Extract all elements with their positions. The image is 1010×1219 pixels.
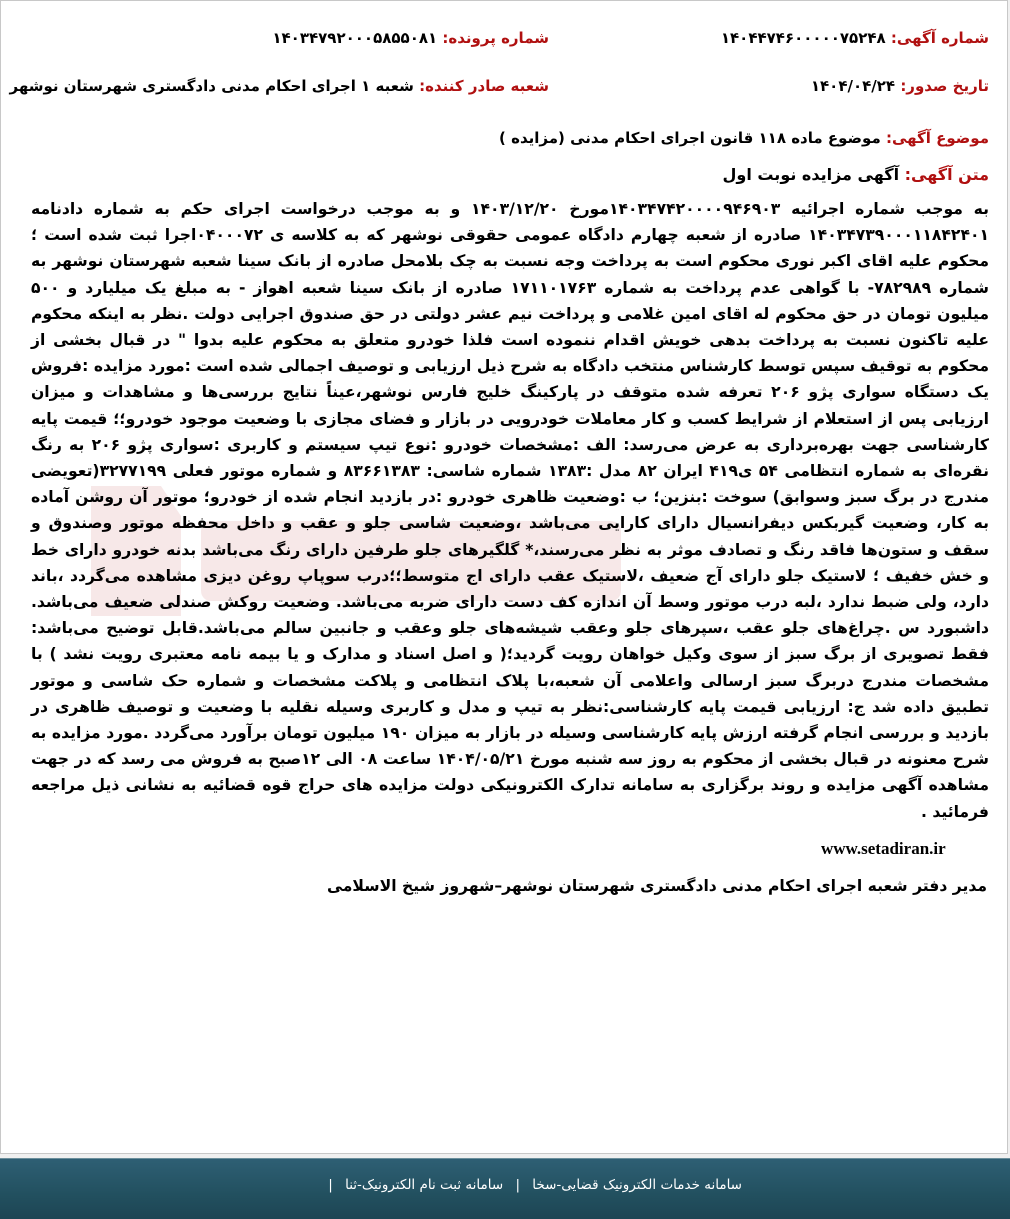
notice-text-heading bbox=[31, 165, 989, 184]
footer-links bbox=[320, 1177, 742, 1193]
footer-bar bbox=[0, 1158, 1010, 1219]
issuer-label: شعبه صادر کننده: bbox=[419, 77, 549, 95]
notice-number-label: شماره آگهی: bbox=[890, 29, 989, 47]
header-row-2 bbox=[9, 77, 989, 103]
footer-link-sana[interactable]: سامانه ثبت نام الکترونیک-ثنا bbox=[345, 1177, 504, 1193]
notice-body: به موجب شماره اجرائیه ۱۴۰۳۴۷۴۲۰۰۰۰۹۴۶۹۰۳مورخ ۱۴۰۳/۱۲/۲۰ و به موجب درخواست اجرای حکم به شماره دادنامه ۱۴۰۳۴۷۳۹۰۰۰۱۱۸۴۲۴۰۱ صادره از شعبه چهارم دادگاه عمومی حقوقی نوشهر که به کلاسه ی ۰۴۰۰۰۷۲اجرا ثبت شده است ؛ محکوم علیه اقای اکبر نوری محکوم است به پرداخت وجه نسبت به چک بلامحل صادره از بانک سینا شعبه شهرستان نوشهر به شماره ۷۸۲۹۸۹- با گواهی عدم پرداخت به شماره ۱۷۱۱۰۱۷۶۳ صادره از بانک سینا شعبه اهواز - به مبلغ یک میلیارد و ۵۰۰ میلیون تومان در حق محکوم له اقای امین غلامی و پرداخت نیم عشر دولتی در حق صندوق اجرایی دولت .نظر به اینکه محکوم علیه تاکنون نسبت به پرداخت بدهی خویش اقدام ننموده است فلذا خودرو متعلق به محکوم علیه بدوا " در قبال بخشی از محکوم به توقیف سپس توسط کارشناس منتخب دادگاه به شرح ذیل ارزیابی و توصیف اجمالی شده است :مورد مزایده :فروش یک دستگاه سواری پژو ۲۰۶ تعرفه شده متوقف در پارکینگ خلیج فارس نوشهر،عیناً نتایج بررسی‌ها و مشاهدات و میزان ارزیابی پس از استعلام از شرایط کسب و کار معاملات خودرویی در بازار و فضای مجازی با وضعیت موجود خودرو؛؛ قیمت پایه کارشناسی جهت بهره‌برداری به عرض می‌رسد: الف :مشخصات خودرو :نوع تیپ سیستم و کاربری :سواری پژو ۲۰۶ به رنگ نقره‌ای به شماره انتظامی ۵۴ ی۴۱۹ ایران ۸۲ مدل :۱۳۸۳ شماره شاسی: ۸۳۶۶۱۳۸۳ و شماره موتور فعلی ۳۲۷۷۱۹۹(تعویضی مندرج در برگ سبز وسوابق) سوخت :بنزین؛ ب :وضعیت ظاهری خودرو :در بازدید انجام شده از خودرو؛ موتور آن روشن آماده به کار، وضعیت گیربکس دیفرانسیال دارای کارایی می‌باشد ،وضعیت شاسی جلو و عقب و داخل محفظه موتور وصندوق و سقف و ستون‌ها فاقد رنگ و تصادف موثر به نظر می‌رسند،* گلگیرهای جلو طرفین دارای رنگ می‌باشد بدنه خودرو دارای خط و خش خفیف ؛ لاستیک جلو دارای آج ضعیف ،لاستیک عقب دارای اج متوسط؛؛درب سوپاپ روغن دیزی مشاهده می‌گردد ،باند دارد، ولی ضبط ندارد ،لبه درب موتور وسط آن اندازه کف دست دارای ضربه می‌باشد. وضعیت روکش صندلی ضعیف می‌باشد. داشبورد س .چراغ‌های جلو عقب ،سپرهای جلو وعقب شیشه‌های جلو وعقب و جانبین سالم می‌باشد.قابل توضیح می‌باشد: فقط تصویری از برگ سبز از سوی وکیل خواهان رویت گردید؛( و اصل اسناد و مدارک و یا بیمه نامه معتبری رویت نشد ) با مشخصات مندرج دربرگ سبز ارسالی واعلامی آن شعبه،با پلاک انتظامی و پلاکت مشخصات و شماره حک شاسی و موتور تطبیق داده شد ج: ارزیابی قیمت پایه کارشناسی:نظر به تیپ و مدل و کاربری وسیله نقلیه با وضعیت و توصیف ظاهری در بازدید و بررسی انجام گرفته ارزش پایه کارشناسی وسیله در بازار به میزان ۱۹۰ میلیون تومان برآورد می‌گردد .مورد مزایده به شرح معنونه در قبال بخشی از محکوم به روز سه شنبه مورخ ۱۴۰۴/۰۵/۲۱ ساعت ۰۸ الی ۱۲صبح به فروش می رسد که در جهت مشاهده آگهی مزایده و روند برگزاری به سامانه تدارک الکترونیکی دولت مزایده های حراج قوه قضائیه به نشانی ذیل مراجعه فرمائید . bbox=[31, 200, 990, 821]
notice-subject bbox=[31, 129, 989, 147]
notice-content bbox=[9, 29, 990, 895]
notice-number-value: ۱۴۰۴۴۷۴۶۰۰۰۰۰۷۵۲۴۸ bbox=[720, 29, 886, 47]
subject-value: موضوع ماده ۱۱۸ قانون اجرای احکام مدنی (مزایده ) bbox=[499, 129, 881, 147]
file-number-label: شماره پرونده: bbox=[442, 29, 549, 47]
file-number-value: ۱۴۰۳۴۷۹۲۰۰۰۵۸۵۵۰۸۱ bbox=[272, 29, 438, 47]
notice-number bbox=[721, 29, 989, 47]
text-title: آگهی مزایده نوبت اول bbox=[722, 165, 900, 184]
text-label: متن آگهی: bbox=[904, 165, 989, 184]
issuer bbox=[9, 77, 549, 95]
header-row-1 bbox=[31, 29, 989, 55]
footer-separator-end: | bbox=[328, 1177, 333, 1193]
issuer-value: شعبه ۱ اجرای احکام مدنی دادگستری شهرستان نوشهر bbox=[9, 77, 414, 95]
issue-date bbox=[811, 77, 989, 95]
file-number bbox=[272, 29, 549, 47]
footer-link-sakha[interactable]: سامانه خدمات الکترونیک قضایی-سخا bbox=[532, 1177, 742, 1193]
footer-separator: | bbox=[515, 1177, 520, 1193]
issue-date-value: ۱۴۰۴/۰۴/۲۴ bbox=[810, 77, 896, 95]
subject-label: موضوع آگهی: bbox=[885, 129, 989, 147]
setad-url-link[interactable]: www.setadiran.ir bbox=[821, 838, 946, 858]
signature: مدیر دفتر شعبه اجرای احکام مدنی دادگستری شهرستان نوشهر–شهروز شیخ الاسلامی bbox=[327, 876, 987, 895]
issue-date-label: تاریخ صدور: bbox=[900, 77, 989, 95]
